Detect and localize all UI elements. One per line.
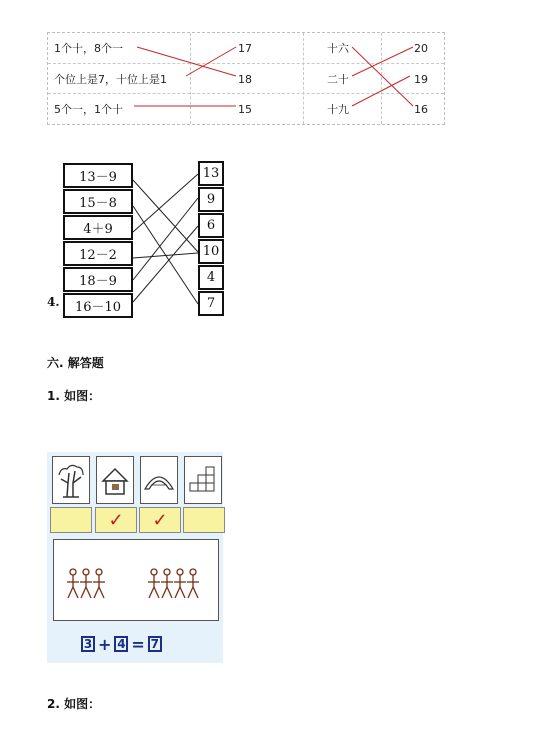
check-cell xyxy=(183,507,225,533)
match-line xyxy=(137,47,236,76)
people-figures xyxy=(54,540,218,620)
blocks-icon xyxy=(184,456,222,504)
expression-box: 16－10 xyxy=(63,293,133,318)
question-label: 2. 如图： xyxy=(47,697,101,711)
section-heading: 六. 解答题 xyxy=(47,356,104,370)
connect-line xyxy=(133,198,198,280)
match-number: 16 xyxy=(414,102,428,116)
check-cell: ✓ xyxy=(95,507,137,533)
tree-icon xyxy=(52,456,90,504)
match-chinese-number: 十九 xyxy=(327,103,349,116)
match-left-text: 个位上是7，十位上是1 xyxy=(54,73,167,86)
connect-line xyxy=(133,174,198,232)
person-icon xyxy=(187,569,199,598)
match-number: 18 xyxy=(238,72,252,86)
answer-box: 9 xyxy=(198,187,224,212)
match-line xyxy=(352,47,413,106)
match-number: 19 xyxy=(414,72,428,86)
match-line xyxy=(352,47,413,76)
question-number: 4. xyxy=(47,295,60,309)
equation-operand: 3 xyxy=(81,636,95,652)
person-icon xyxy=(174,569,186,598)
equation-operator: + xyxy=(98,634,112,654)
expression-box: 15－8 xyxy=(63,189,133,214)
match-number: 17 xyxy=(238,41,252,55)
match-line xyxy=(186,47,236,76)
expression-box: 13－9 xyxy=(63,163,133,188)
match-line xyxy=(352,76,410,106)
equation-operand: 4 xyxy=(114,636,128,652)
person-icon xyxy=(161,569,173,598)
equation-result: 7 xyxy=(148,636,162,652)
match-left-text: 1个十，8个一 xyxy=(54,42,123,55)
match-chinese-number: 十六 xyxy=(327,42,349,55)
check-cell: ✓ xyxy=(139,507,181,533)
equation xyxy=(81,634,162,654)
people-box xyxy=(53,539,219,621)
match-number: 20 xyxy=(414,41,428,55)
check-cell xyxy=(50,507,92,533)
person-icon xyxy=(148,569,160,598)
expression-box: 18－9 xyxy=(63,267,133,292)
connect-line xyxy=(133,253,198,258)
answer-box: 7 xyxy=(198,291,224,316)
connect-line xyxy=(133,226,198,302)
person-icon xyxy=(80,569,92,598)
match-number: 15 xyxy=(238,102,252,116)
answer-box: 6 xyxy=(198,213,224,238)
arch-icon xyxy=(140,456,178,504)
expression-box: 12－2 xyxy=(63,241,133,266)
person-icon xyxy=(93,569,105,598)
answer-box: 13 xyxy=(198,161,224,186)
answer-box: 10 xyxy=(198,239,224,264)
question-label: 1. 如图： xyxy=(47,389,101,403)
expression-box: 4＋9 xyxy=(63,215,133,240)
house-icon xyxy=(96,456,134,504)
answer-box: 4 xyxy=(198,265,224,290)
equation-equals: = xyxy=(131,634,145,654)
connect-line xyxy=(133,180,198,252)
person-icon xyxy=(67,569,79,598)
match-chinese-number: 二十 xyxy=(327,73,349,86)
match-left-text: 5个一，1个十 xyxy=(54,103,123,116)
